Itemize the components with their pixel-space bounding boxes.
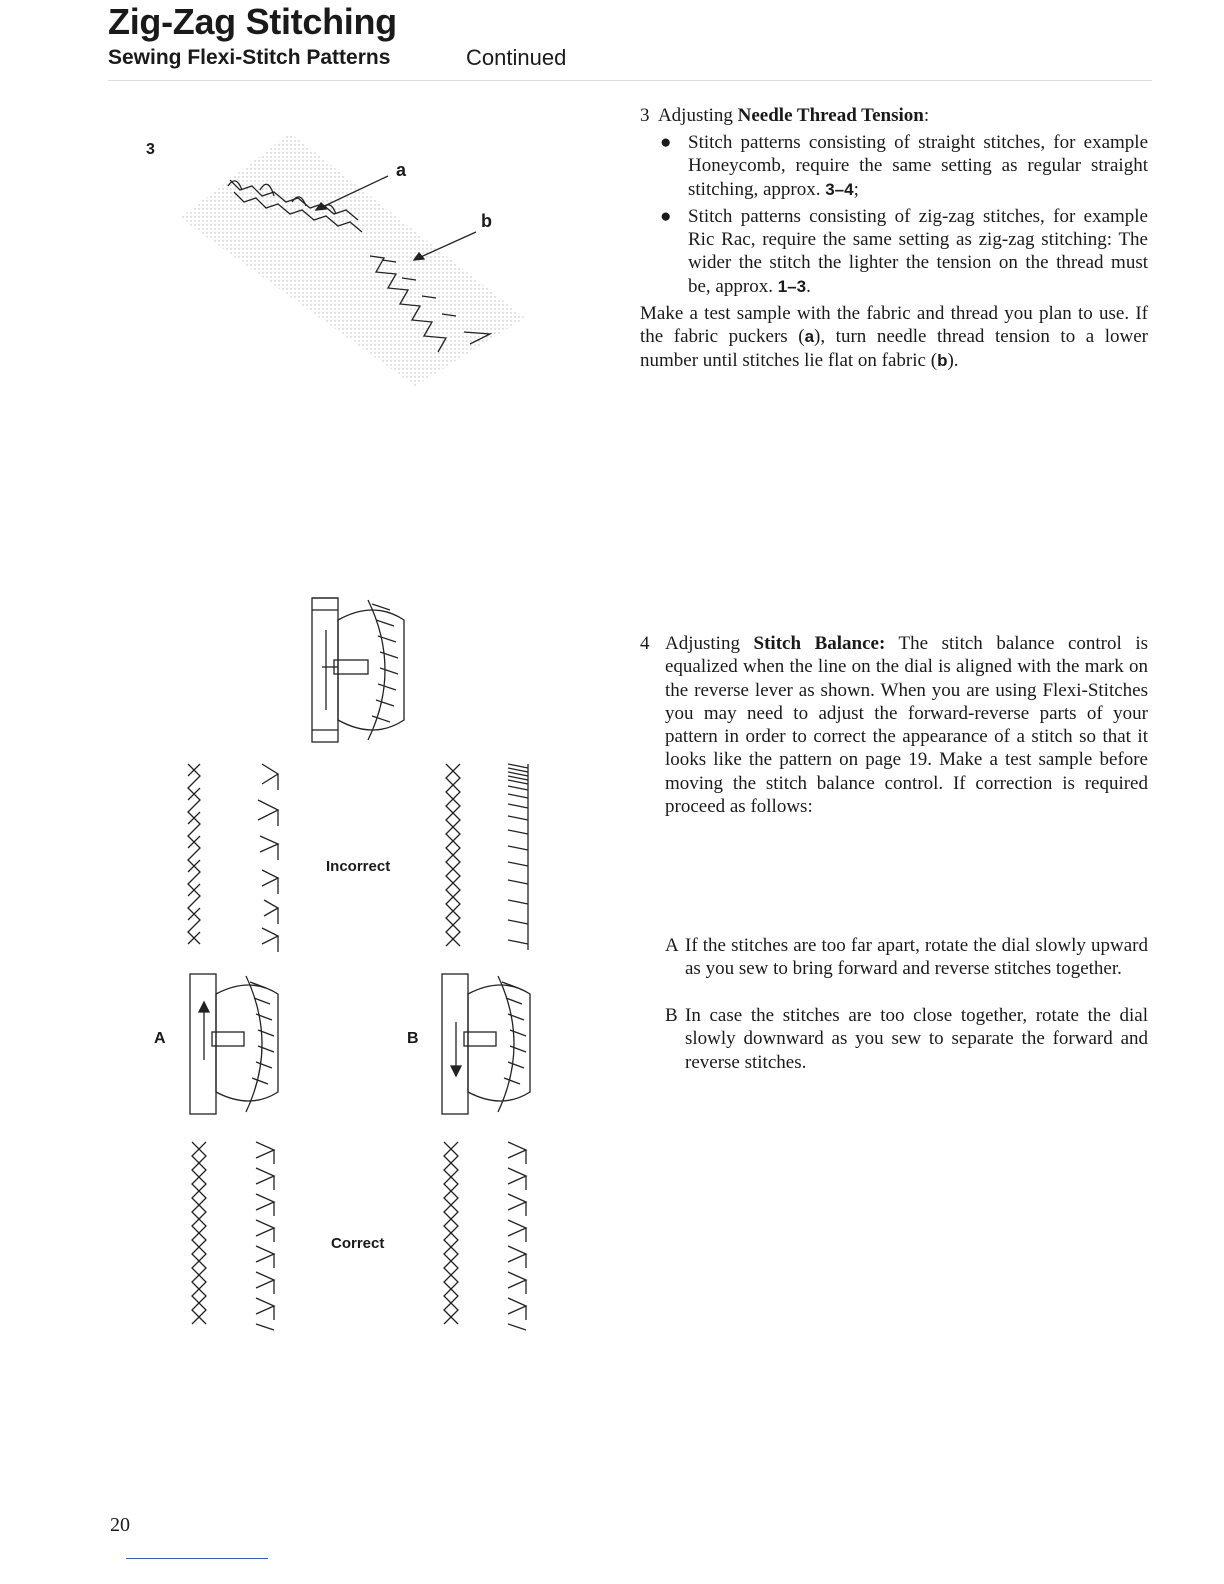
section-4-number: 4 [640,633,650,654]
page-number: 20 [110,1514,130,1536]
correct-stitch-samples-left [186,1138,286,1338]
correct-stitch-samples-right [438,1138,538,1338]
section-3-number: 3 [640,105,650,126]
section-4-heading: Stitch Balance: [753,633,886,654]
fabric-shape [180,133,525,386]
incorrect-label: Incorrect [326,858,391,875]
figure-3-label-b: b [481,211,492,231]
figure-3-fabric-illustration [170,128,530,390]
figure-3-number: 3 [146,141,155,158]
header-rule [108,80,1152,81]
item-A: A If the stitches are too far apart, rotate the dial slowly upward as you sew to bring forward and reverse stitches together. [665,935,1148,980]
item-B: B In case the stitches are too close together, rotate the dial slowly downward as you sew to separate the forward and reverse stitches. [665,1005,1148,1073]
section-3-intro: Adjusting [657,105,738,126]
incorrect-stitch-samples-right [440,760,540,956]
balance-dial-A-illustration [186,966,286,1122]
page-subtitle: Sewing Flexi-Stitch Patterns [108,46,391,69]
section-3-paragraph: Make a test sample with the fabric and thread you plan to use. If the fabric puckers (a), turn needle thread tension to a lower number until stitches lie flat on fabric (b). [640,303,1148,371]
section-3-heading: Needle Thread Tension [737,105,924,126]
balance-dial-B-illustration [438,966,538,1122]
figure-3-label-a: a [396,160,407,180]
dial-A-label: A [154,1030,166,1047]
incorrect-stitch-samples-left [178,760,288,956]
page-title: Zig-Zag Stitching [108,1,397,42]
dial-B-label: B [407,1030,419,1047]
balance-dial-neutral-illustration [304,590,414,750]
section-3-heading-line: 3 Adjusting Needle Thread Tension: [640,105,930,126]
section-4-paragraph: 4 Adjusting Stitch Balance: The stitch balance control is equalized when the line on the dial is aligned with the mark on the reverse lever as shown. When you are using Flexi-Stitches you may need to adjust the forward-reverse parts of your pattern in order to correct the appearance of a stitch so that it looks like the pattern on page 19. Make a test sample before moving the stitch balance control. If correction is required proceed as follows: [640,633,1148,818]
bullet-item-honeycomb: ● Stitch patterns consisting of straight stitches, for example Honeycomb, require the same setting as regular straight stitching, approx. 3–4; [660,132,1148,200]
footer-rule [126,1558,268,1559]
continued-label: Continued [466,45,567,70]
section-3-bullets [640,131,1148,298]
correct-label: Correct [331,1235,385,1252]
bullet-item-ric-rac: ● Stitch patterns consisting of zig-zag stitches, for example Ric Rac, require the same setting as zig-zag stitching: The wider the stitch the lighter the tension on the thread must be, approx. 1–3. [660,205,1148,297]
